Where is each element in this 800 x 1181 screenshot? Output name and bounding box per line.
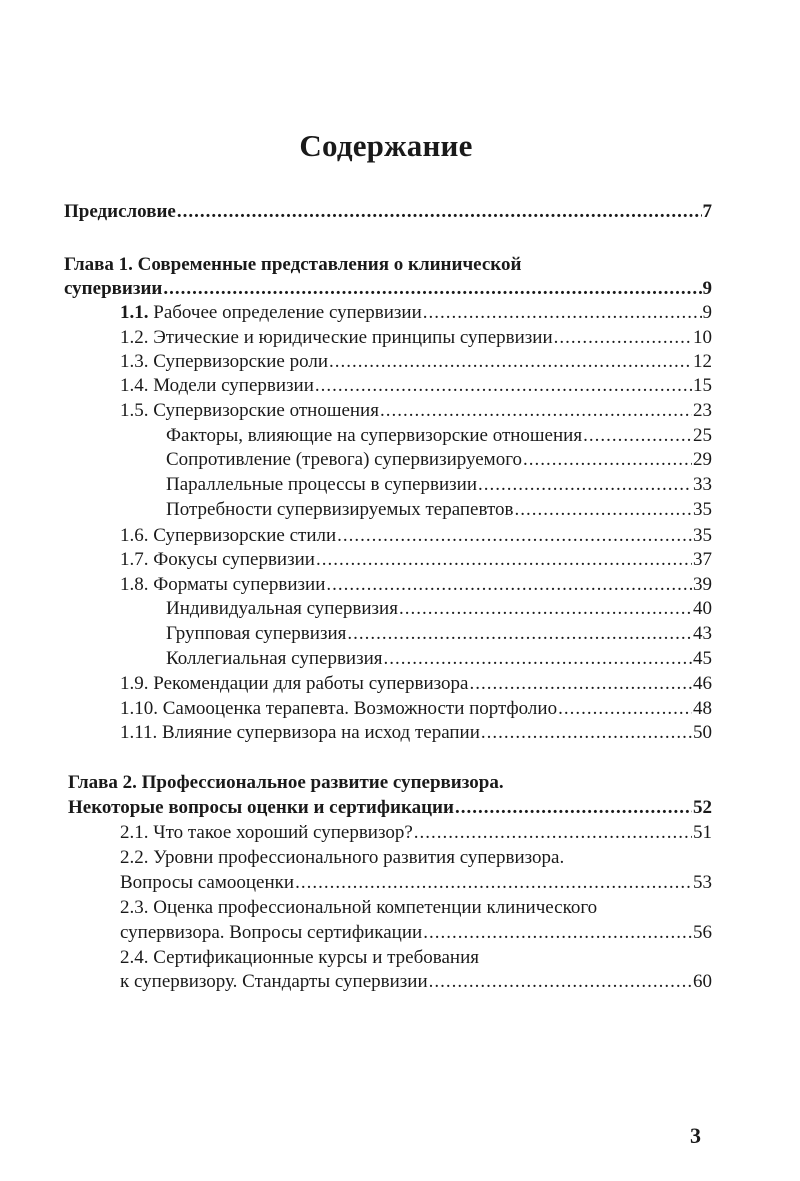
toc-entry-page: 46	[693, 673, 712, 694]
toc-entry[interactable]: 1.7. Фокусы супервизии ..... 37	[120, 548, 712, 572]
toc-entry[interactable]: 1.9. Рекомендации для работы супервизора ..... 46	[120, 672, 712, 696]
toc-entry-label: Этические и юридические принципы супервизии	[153, 327, 553, 348]
toc-entry-label: Индивидуальная супервизия	[166, 598, 398, 619]
toc-entry-chapter2[interactable]	[68, 796, 712, 820]
toc-entry-label: Самооценка терапевта. Возможности портфолио	[162, 698, 558, 719]
toc-entry-label: 2.1. Что такое хороший супервизор?	[120, 822, 413, 843]
toc-entry-label: Рабочее определение супервизии	[153, 302, 422, 323]
toc-entry-page: 39	[693, 574, 712, 595]
toc-entry-label: Предисловие	[64, 201, 176, 222]
toc-entry-label: Рекомендации для работы супервизора	[153, 673, 469, 694]
toc-entry-label: Фокусы супервизии	[153, 549, 315, 570]
toc-entry-chapter1[interactable]	[64, 277, 712, 301]
toc-entry-page: 37	[693, 549, 712, 570]
toc-subentry[interactable]	[166, 597, 712, 621]
toc-entry-page: 48	[693, 698, 712, 719]
toc-entry-line1[interactable]: 2.2. Уровни профессионального развития супервизора.	[120, 847, 565, 868]
toc-entry[interactable]: 1.6. Супервизорские стили ..... 35	[120, 524, 712, 548]
toc-entry-page: 56	[693, 922, 712, 943]
toc-entry[interactable]: 1.8. Форматы супервизии ..... 39	[120, 573, 712, 597]
toc-subentry[interactable]	[166, 424, 712, 448]
page-number: 3	[690, 1123, 701, 1148]
toc-entry[interactable]	[120, 970, 712, 994]
toc-entry[interactable]: 1.2. Этические и юридические принципы супервизии ..... 10	[120, 326, 712, 350]
toc-entry[interactable]: 1.5. Супервизорские отношения ..... 23	[120, 399, 712, 423]
toc-entry-page: 25	[693, 425, 712, 446]
toc-entry[interactable]	[120, 821, 712, 845]
toc-entry-page: 45	[693, 648, 712, 669]
toc-entry-page: 15	[693, 375, 712, 396]
chapter2-heading[interactable]: Глава 2. Профессиональное развитие супервизора.	[68, 772, 504, 793]
toc-entry[interactable]: 1.10. Самооценка терапевта. Возможности портфолио ..... 48	[120, 697, 712, 721]
toc-entry-page: 50	[693, 722, 712, 743]
toc-entry[interactable]: 1.11. Влияние супервизора на исход терапии ..... 50	[120, 721, 712, 745]
toc-entry[interactable]: 1.1. Рабочее определение супервизии ..... 9	[120, 301, 712, 325]
toc-entry-page: 33	[693, 474, 712, 495]
toc-entry-page: 43	[693, 623, 712, 644]
toc-subentry[interactable]	[166, 473, 712, 497]
toc-entry[interactable]: 1.3. Супервизорские роли ..... 12	[120, 350, 712, 374]
toc-entry-label: Супервизорские роли	[153, 351, 328, 372]
toc-entry-label: Вопросы самооценки	[120, 872, 295, 893]
toc-entry-label: Факторы, влияющие на супервизорские отношения	[166, 425, 583, 446]
toc-entry-label: Влияние супервизора на исход терапии	[162, 722, 480, 743]
toc-entry-label: супервизора. Вопросы сертификации	[120, 922, 423, 943]
toc-entry[interactable]	[120, 921, 712, 945]
toc-subentry[interactable]	[166, 498, 712, 522]
toc-entry-page: 35	[693, 525, 712, 546]
toc-entry-page: 12	[693, 351, 712, 372]
toc-entry-page: 60	[693, 971, 712, 992]
toc-entry-label: Супервизорские стили	[153, 525, 337, 546]
toc-subentry[interactable]	[166, 622, 712, 646]
toc-entry-preface[interactable]	[64, 200, 712, 224]
toc-entry-label: Модели супервизии	[153, 375, 314, 396]
chapter1-heading[interactable]: Глава 1. Современные представления о клинической	[64, 254, 522, 275]
toc-entry-page: 51	[693, 822, 712, 843]
toc-entry[interactable]: 1.4. Модели супервизии ..... 15	[120, 374, 712, 398]
toc-entry-page: 7	[702, 201, 712, 222]
toc-entry-label: Коллегиальная супервизия	[166, 648, 383, 669]
toc-entry-line1[interactable]: 2.3. Оценка профессиональной компетенции клинического	[120, 897, 598, 918]
toc-entry-label: Сопротивление (тревога) супервизируемого	[166, 449, 523, 470]
page-title: Содержание	[299, 128, 473, 163]
toc-entry-label: Супервизорские отношения	[153, 400, 379, 421]
toc-entry-page: 35	[693, 499, 712, 520]
toc-entry-page: 23	[693, 400, 712, 421]
toc-entry-label: Групповая супервизия	[166, 623, 347, 644]
toc-entry-line1[interactable]: 2.4. Сертификационные курсы и требования	[120, 947, 479, 968]
toc-entry-label: к супервизору. Стандарты супервизии	[120, 971, 428, 992]
toc-entry[interactable]	[120, 871, 712, 895]
toc-subentry[interactable]	[166, 647, 712, 671]
toc-entry-page: 29	[693, 449, 712, 470]
toc-entry-label: Параллельные процессы в супервизии	[166, 474, 478, 495]
toc-entry-page: 40	[693, 598, 712, 619]
toc-entry-label: Некоторые вопросы оценки и сертификации	[68, 797, 454, 818]
toc-entry-label: Форматы супервизии	[153, 574, 326, 595]
toc-subentry[interactable]	[166, 448, 712, 472]
toc-entry-label: Потребности супервизируемых терапевтов	[166, 499, 514, 520]
toc-entry-page: 9	[702, 278, 712, 299]
toc-entry-page: 53	[693, 872, 712, 893]
toc-entry-page: 52	[693, 797, 712, 818]
toc-entry-label: супервизии	[64, 278, 163, 299]
toc-entry-page: 9	[702, 302, 712, 323]
toc-entry-page: 10	[693, 327, 712, 348]
